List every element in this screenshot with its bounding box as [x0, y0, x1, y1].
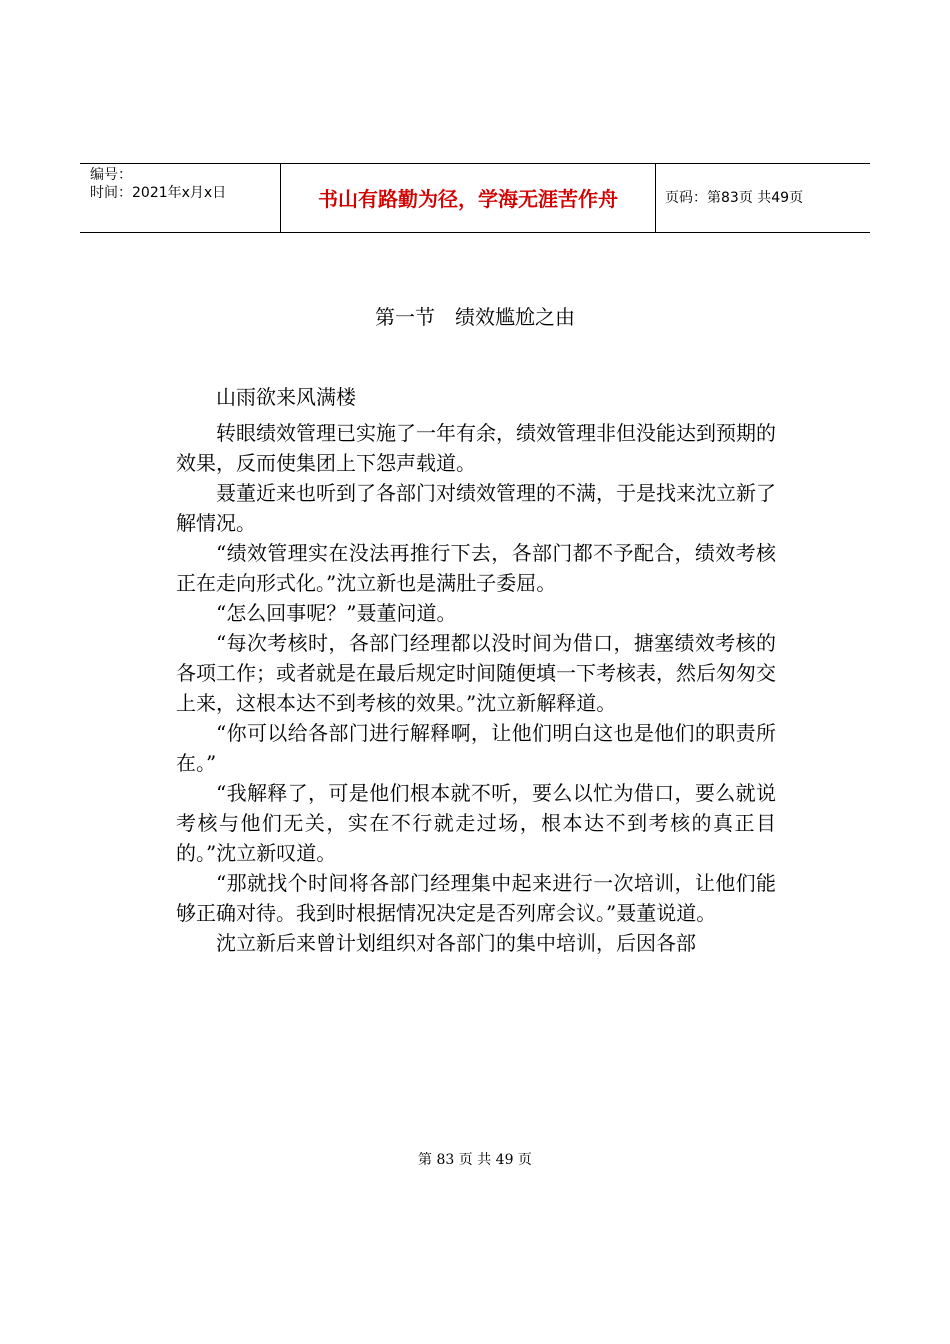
header-page-info: 页码：第83页 共49页: [665, 190, 804, 206]
paragraph: “那就找个时间将各部门经理集中起来进行一次培训，让他们能够正确对待。我到时根据情况决定是否列席会议。”聂董说道。: [176, 871, 776, 925]
paragraph: “绩效管理实在没法再推行下去，各部门都不予配合，绩效考核正在走向形式化。”沈立新也是满肚子委屈。: [176, 541, 776, 595]
page-footer: 第 83 页 共 49 页: [418, 1152, 532, 1168]
section-name: 绩效尴尬之由: [455, 305, 575, 329]
paragraph: 沈立新后来曾计划组织对各部门的集中培训，后因各部: [216, 931, 696, 955]
paragraph: “每次考核时，各部门经理都以没时间为借口，搪塞绩效考核的各项工作；或者就是在最后规定时间随便填一下考核表，然后匆匆交上来，这根本达不到考核的效果。”沈立新解释道。: [176, 631, 776, 715]
paragraph: “怎么回事呢？”聂董问道。: [216, 601, 457, 625]
header-meta-cell: [80, 164, 280, 232]
section-number: 第一节: [375, 305, 435, 329]
paragraph: “我解释了，可是他们根本就不听，要么以忙为借口，要么就说考核与他们无关，实在不行就走过场，根本达不到考核的真正目的。”沈立新叹道。: [176, 781, 776, 865]
document-header: [80, 163, 870, 233]
subtitle: 山雨欲来风满楼: [216, 385, 356, 409]
motto-text: 书山有路勤为径，学海无涯苦作舟: [318, 187, 618, 211]
body-text: [176, 382, 776, 958]
paragraph: “你可以给各部门进行解释啊，让他们明白这也是他们的职责所在。”: [176, 721, 776, 775]
serial-number-label: 编号：: [90, 167, 132, 183]
time-label: 时间：2021年x月x日: [90, 185, 227, 201]
section-title: [0, 303, 950, 331]
header-page-cell: [655, 164, 870, 232]
paragraph: 聂董近来也听到了各部门对绩效管理的不满，于是找来沈立新了解情况。: [176, 481, 776, 535]
header-motto-cell: [280, 164, 656, 232]
paragraph: 转眼绩效管理已实施了一年有余，绩效管理非但没能达到预期的效果，反而使集团上下怨声载道。: [176, 421, 776, 475]
